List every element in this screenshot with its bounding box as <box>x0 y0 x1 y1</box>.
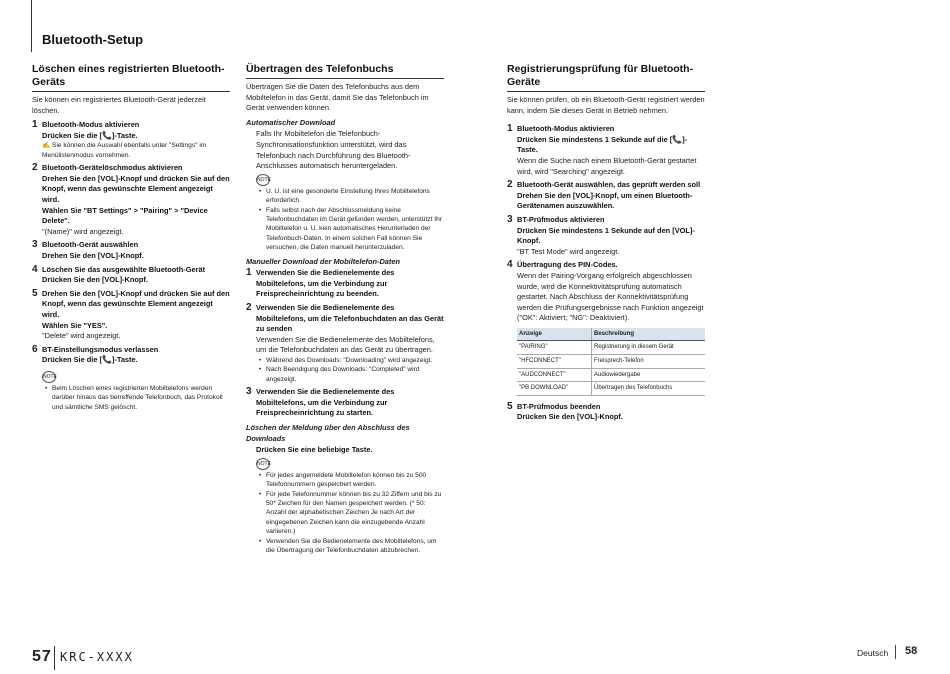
step-title: Bluetooth-Gerät auswählen <box>42 240 139 250</box>
note-item: • Falls selbst nach der Abschlussmeldung keine Telefonbuchdaten im Gerät gefunden werden, unterstützt Ihr Mobiltelefon u. U. kein automatisches Herunterladen der Telefonbuch-Daten. In einem solchen Fall können Sie versuchen, die Daten manuell herunterzuladen. <box>266 206 444 253</box>
step-number: 3 <box>32 239 38 251</box>
step <box>507 260 705 324</box>
step-number: 3 <box>246 386 252 398</box>
step-title: Bluetooth-Gerät auswählen, das geprüft werden soll <box>517 180 701 190</box>
table-row <box>517 382 705 396</box>
step-title: Verwenden Sie die Bedienelemente des Mobiltelefons, um die Verbindung zur Freisprecheinrichtung zu beenden. <box>256 268 395 299</box>
step-number: 2 <box>32 162 38 174</box>
step <box>246 387 444 419</box>
page-title: Bluetooth-Setup <box>42 32 144 47</box>
step-title: Bluetooth-Modus aktivieren <box>42 120 140 130</box>
step-title: Verwenden Sie die Bedienelemente des Mobiltelefons, um die Telefonbuchdaten an das Gerät zu senden <box>256 302 444 334</box>
step-note: ✍ Sie können die Auswahl ebenfalls unter "Settings" im Menülistenmodus vornehmen. <box>42 142 207 159</box>
step-text: ]-Taste. <box>111 130 138 140</box>
step-number: 4 <box>32 263 38 275</box>
step-text: Drücken Sie mindestens 1 Sekunde auf die [ <box>517 134 673 144</box>
header-rule <box>31 0 32 52</box>
step-result: "(Name)" wird angezeigt. <box>42 226 124 236</box>
step-number: 1 <box>246 267 252 279</box>
test-results-table <box>517 328 705 396</box>
table-cell: "PAIRING" <box>517 341 592 355</box>
subsection-text: Drücken Sie eine beliebige Taste. <box>256 445 373 455</box>
table-row <box>517 355 705 369</box>
page-number: 58 <box>905 645 918 657</box>
step-number: 5 <box>32 287 38 299</box>
step-title: Bluetooth-Modus aktivieren <box>517 124 615 134</box>
phone-icon: 📞 <box>101 130 112 140</box>
step <box>246 303 444 384</box>
table-cell: Audiowiedergabe <box>592 368 706 382</box>
step-result: Wenn die Suche nach einem Bluetooth-Gerät gestartet wird, wird "Searching" angezeigt. <box>517 155 697 176</box>
step-number: 1 <box>32 119 38 131</box>
subsection-heading: Löschen der Meldung über den Abschluss des Downloads <box>246 422 410 443</box>
footer-brand: KRC-XXXX <box>60 650 134 664</box>
step-number: 2 <box>507 179 513 191</box>
step <box>507 124 705 177</box>
step-text: Drücken Sie den [VOL]-Knopf. <box>42 275 148 285</box>
step-text: Drücken Sie mindestens 1 Sekunde auf den [VOL]-Knopf. <box>517 225 695 246</box>
note-item: • U. U. ist eine gesonderte Einstellung Ihres Mobiltelefons erforderlich. <box>266 187 444 206</box>
step-number: 3 <box>507 213 513 225</box>
step-bullet: • Nach Beendigung des Downloads: "Completed" wird angezeigt. <box>266 365 444 384</box>
left-page-number: 57 <box>32 648 52 665</box>
step-title: Bluetooth-Gerätelöschmodus aktivieren <box>42 163 183 173</box>
step-number: 6 <box>32 343 38 355</box>
step-bullet: • Während des Downloads: "Downloading" wird angezeigt. <box>266 356 444 365</box>
step-number: 4 <box>507 259 513 271</box>
footer-divider <box>895 645 896 659</box>
step <box>507 402 705 423</box>
footer-language: Deutsch <box>857 648 889 658</box>
step-text: ]-Taste. <box>111 355 138 365</box>
step <box>32 240 230 261</box>
step <box>507 180 705 212</box>
step <box>507 215 705 257</box>
section-intro: Sie können prüfen, ob ein Bluetooth-Gerät registriert werden kann, indem Sie dieses Gerät in Betrieb nehmen. <box>507 95 705 115</box>
step-text: Wenn der Pairing-Vorgang erfolgreich abgeschlossen wurde, wird die Konnektivitätsprüfung automatisch gestartet. Nach Abschluss der Konnektivitätsprüfung werden die Prüfungsergebnisse nach Funktion angezeigt ("OK": Aktiviert; "NG": Deaktiviert). <box>517 270 704 323</box>
note-icon: NOTE <box>42 371 56 383</box>
note-item: • Für jedes angemeldete Mobiltelefon können bis zu 500 Telefonnummern gespeichert werden. <box>266 471 444 490</box>
step-title: Drehen Sie den [VOL]-Knopf und drücken Sie auf den Knopf, wenn das gewünschte Element angezeigt wird. <box>42 288 230 319</box>
step-result: "BT Test Mode" wird angezeigt. <box>517 246 620 256</box>
table-cell: "AUDCONNECT" <box>517 368 592 382</box>
step <box>32 345 230 366</box>
table-row <box>517 368 705 382</box>
section-delete-device <box>32 63 230 412</box>
step-text: Wählen Sie "YES". <box>42 320 108 330</box>
table-row <box>517 341 705 355</box>
table-header: Beschreibung <box>592 328 706 341</box>
step <box>32 289 230 342</box>
subsection-heading: Automatischer Download <box>246 117 336 127</box>
section-title: Löschen eines registrierten Bluetooth-Geräts <box>32 63 230 92</box>
step-title: Löschen Sie das ausgewählte Bluetooth-Gerät <box>42 264 206 274</box>
subsection-heading: Manueller Download der Mobiltelefon-Daten <box>246 256 400 266</box>
footer-divider <box>54 646 55 670</box>
table-cell: Freisprech-Telefon <box>592 355 706 369</box>
step-title: BT-Prüfmodus beenden <box>517 401 601 411</box>
section-intro: Übertragen Sie die Daten des Telefonbuchs aus dem Mobiltelefon in das Gerät, damit Sie das Telefonbuch im Gerät verwenden können. <box>246 82 429 113</box>
step <box>32 163 230 237</box>
section-registration-test <box>507 63 705 426</box>
step-result: "Delete" wird angezeigt. <box>42 331 121 341</box>
section-phonebook-transfer <box>246 63 444 555</box>
step-text: Drücken Sie den [VOL]-Knopf. <box>517 412 623 422</box>
step-text: Drücken Sie die [ <box>42 130 102 140</box>
section-title: Übertragen des Telefonbuchs <box>246 63 444 79</box>
table-header: Anzeige <box>517 328 592 341</box>
step <box>32 265 230 286</box>
phone-icon: 📞 <box>672 134 683 144</box>
step-title: Verwenden Sie die Bedienelemente des Mobiltelefons, um die Verbindung zur Freisprecheinrichtung zu starten. <box>256 387 395 418</box>
step-text: ]-Taste. <box>517 134 688 155</box>
step-text: Drehen Sie den [VOL]-Knopf, um einen Bluetooth-Gerätenamen auszuwählen. <box>517 190 693 211</box>
step-number: 2 <box>246 301 252 313</box>
step-text: Wählen Sie "BT Settings" > "Pairing" > "Device Delete". <box>42 205 208 226</box>
note-item: • Verwenden Sie die Bedienelemente des Mobiltelefons, um die Übertragung der Telefonbuchdaten abzubrechen. <box>266 537 444 556</box>
step-text: Drehen Sie den [VOL]-Knopf. <box>42 250 144 260</box>
note-icon: NOTE <box>256 174 270 186</box>
step-title: BT-Einstellungsmodus verlassen <box>42 344 159 354</box>
step-number: 1 <box>507 123 513 135</box>
note-item: • Beim Löschen eines registrierten Mobiltelefons werden darüber hinaus das betreffende Telefonbuch, das Protokoll und sämtliche SMS gelöscht. <box>52 384 230 412</box>
section-intro: Sie können ein registriertes Bluetooth-Gerät jederzeit löschen. <box>32 95 206 115</box>
step <box>246 268 444 300</box>
step <box>32 120 230 160</box>
step-title: Übertragung des PIN-Codes. <box>517 260 618 270</box>
note-icon: NOTE <box>256 458 270 470</box>
step-number: 5 <box>507 400 513 412</box>
table-cell: "HFCONNECT" <box>517 355 592 369</box>
step-text: Verwenden Sie die Bedienelemente des Mobiltelefons, um die Telefonbuchdaten an das Gerät zu übertragen. <box>256 334 435 355</box>
subsection-text: Falls Ihr Mobiltelefon die Telefonbuch-Synchronisationsfunktion unterstützt, wird das Telefonbuch nach Durchführung des Bluetooth-Anschlusses automatisch heruntergeladen. <box>256 129 411 171</box>
section-title: Registrierungsprüfung für Bluetooth-Geräte <box>507 63 705 92</box>
phone-icon: 📞 <box>101 355 112 365</box>
table-cell: Übertragen des Telefonbuchs <box>592 382 706 396</box>
table-cell: Registrierung in diesem Gerät <box>592 341 706 355</box>
step-text: Drehen Sie den [VOL]-Knopf und drücken Sie auf den Knopf, wenn das gewünschte Element angezeigt wird. <box>42 173 230 204</box>
table-cell: "PB DOWNLOAD" <box>517 382 592 396</box>
note-item: • Für jede Telefonnummer können bis zu 32 Ziffern und bis zu 50* Zeichen für den Namen gespeichert werden. (* 50: Anzahl der alphabetischen Zeichen Je nach Art der eingegebenen Zeichen kann die einzugebende Anzahl variieren.) <box>266 490 444 537</box>
step-title: BT-Prüfmodus aktivieren <box>517 214 605 224</box>
step-text: Drücken Sie die [ <box>42 355 102 365</box>
